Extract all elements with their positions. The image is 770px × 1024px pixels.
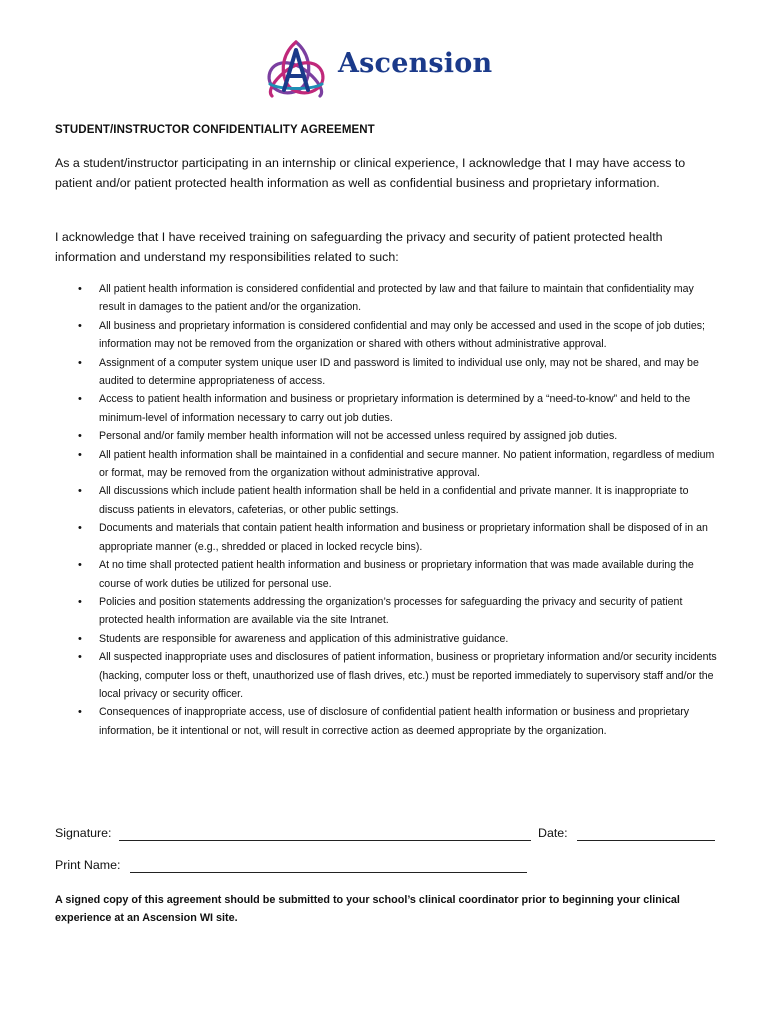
- list-item-text: Policies and position statements addressing the organization’s processes for safeguarding the privacy and security of patient protected health information are available via the site Intranet.: [99, 595, 683, 627]
- bullet-icon: •: [78, 485, 82, 498]
- list-item-text: At no time shall protected patient health information and business or proprietary information that was made available during the course of work duties be utilized for personal use.: [99, 559, 694, 590]
- bullet-icon: •: [78, 448, 82, 461]
- list-item-text: Assignment of a computer system unique user ID and password is limited to individual use only, may not be shared, and may be audited to determine appropriateness of access.: [99, 356, 699, 388]
- list-item-text: Personal and/or family member health information will not be accessed unless required by assigned job duties.: [99, 430, 618, 443]
- list-item: [55, 280, 717, 317]
- intro-paragraph: As a student/instructor participating in an internship or clinical experience, I acknowledge that I may have access to patient and/or patient protected health information as well as confidential business and proprietary information.: [55, 156, 686, 190]
- list-item: [55, 317, 717, 354]
- submission-note: A signed copy of this agreement should be submitted to your school’s clinical coordinator prior to beginning your clinical experience at an Ascension WI site.: [55, 894, 680, 924]
- document-title: STUDENT/INSTRUCTOR CONFIDENTIALITY AGREEMENT: [55, 124, 375, 136]
- ascension-logo: [262, 38, 502, 100]
- signature-label: Signature:: [55, 826, 112, 840]
- list-item-text: Documents and materials that contain patient health information and business or proprietary information shall be disposed of in an appropriate manner (e.g., shredded or placed in locked recycle bins).: [99, 522, 708, 553]
- logo-wordmark: Ascension: [338, 48, 493, 79]
- date-label: Date:: [538, 826, 568, 840]
- list-item-text: Access to patient health information and business or proprietary information is determined by a “need-to-know” and held to the minimum-level of information necessary to carry out job duties.: [99, 393, 691, 424]
- bullet-icon: •: [78, 356, 82, 369]
- print-name-label: Print Name:: [55, 858, 121, 872]
- bullet-icon: •: [78, 430, 82, 443]
- responsibilities-list: [55, 280, 717, 740]
- list-item-text: All business and proprietary information is considered confidential and may only be accessed and used in the scope of job duties; information may not be removed from the organization or shared with others without administrative approval.: [99, 319, 705, 351]
- bullet-icon: •: [78, 559, 82, 572]
- list-item: [55, 648, 717, 703]
- ascension-trinity-logo-icon: [262, 38, 330, 100]
- list-item: [55, 703, 717, 740]
- print-name-field[interactable]: [130, 872, 527, 873]
- list-item: [55, 556, 717, 593]
- bullet-icon: •: [78, 651, 82, 664]
- bullet-icon: •: [78, 706, 82, 719]
- list-item: [55, 427, 717, 445]
- list-item: [55, 630, 717, 648]
- list-item: [55, 354, 717, 391]
- list-item: [55, 390, 717, 427]
- bullet-icon: •: [78, 319, 82, 332]
- list-item-text: Students are responsible for awareness and application of this administrative guidance.: [99, 632, 509, 645]
- bullet-icon: •: [78, 393, 82, 406]
- list-item: [55, 519, 717, 556]
- list-item: [55, 593, 717, 630]
- bullet-icon: •: [78, 595, 82, 608]
- bullet-icon: •: [78, 283, 82, 295]
- list-item-text: All patient health information shall be maintained in a confidential and secure manner. No patient information, regardless of medium or format, may be removed from the organization without administrative approval.: [99, 448, 715, 480]
- date-field[interactable]: [577, 840, 715, 841]
- list-item: [55, 446, 717, 483]
- list-item-text: All suspected inappropriate uses and disclosures of patient information, business or proprietary information and/or security incidents (hacking, computer loss or theft, unauthorized use of flash drives, etc.) must be reported immediately to supervisory staff and/or the local privacy or security officer.: [99, 651, 717, 700]
- list-item-text: All discussions which include patient health information shall be held in a confidential and private manner. It is inappropriate to discuss patients in elevators, cafeterias, or other public settings.: [99, 485, 689, 516]
- acknowledge-paragraph: I acknowledge that I have received training on safeguarding the privacy and security of patient protected health information and understand my responsibilities related to such:: [55, 230, 663, 264]
- signature-field[interactable]: [119, 840, 531, 841]
- bullet-icon: •: [78, 522, 82, 535]
- list-item-text: All patient health information is considered confidential and protected by law and that failure to maintain that confidentiality may result in damages to the patient and/or the organization.: [99, 283, 694, 314]
- bullet-icon: •: [78, 632, 82, 645]
- list-item-text: Consequences of inappropriate access, use of disclosure of confidential patient health information or business and proprietary information, be it intentional or not, will result in corrective action as deemed appropriate by the organization.: [99, 706, 690, 737]
- list-item: [55, 482, 717, 519]
